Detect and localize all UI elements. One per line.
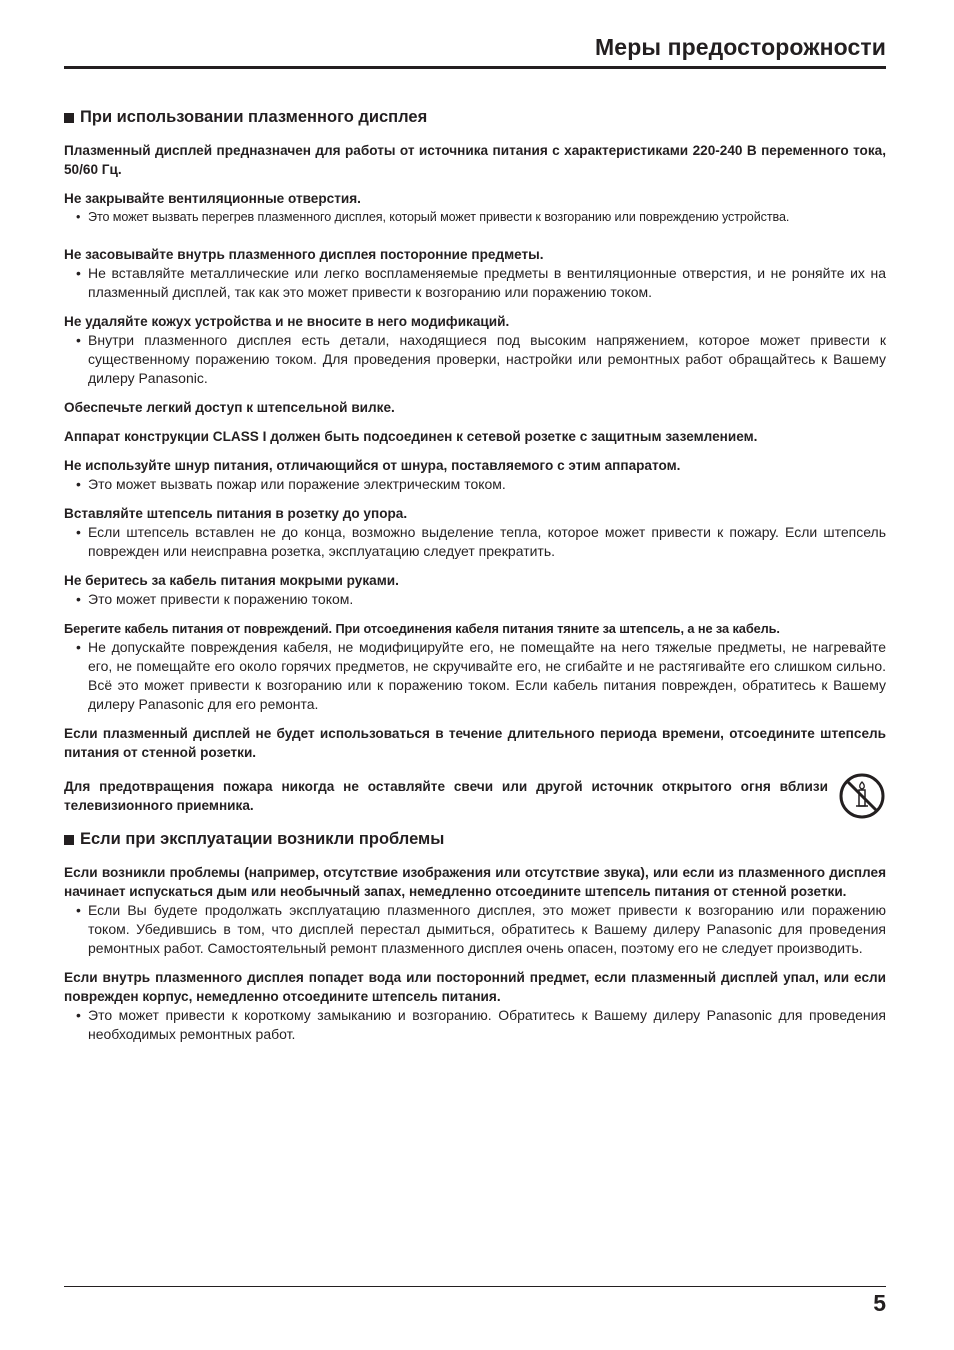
note-bullet: • Если штепсель вставлен не до конца, возможно выделение тепла, которое может привести к пожару. Если штепсель поврежден или неисправна розетка, эксплуатацию следует прекратить. (64, 523, 886, 561)
note-plug-access (64, 398, 886, 417)
note-title: Если возникли проблемы (например, отсутствие изображения или отсутствие звука), или если из плазменного дисплея начинает испускаться дым или необычный запах, немедленно отсоедините штепсель питания от стенной розетки. (64, 865, 886, 899)
note-title: Не используйте шнур питания, отличающийся от шнура, поставляемого с этим аппаратом. (64, 458, 681, 473)
note-bullet: • Это может привести к короткому замыканию и возгоранию. Обратитесь к Вашему дилеру Panasonic для проведения необходимых ремонтных работ. (64, 1006, 886, 1044)
note-title: Берегите кабель питания от повреждений. При отсоединения кабеля питания тяните за штепсель, а не за кабель. (64, 621, 780, 636)
note-title: Не закрывайте вентиляционные отверстия. (64, 191, 361, 206)
note-title: Аппарат конструкции CLASS I должен быть подсоединен к сетевой розетке с защитным заземлением. (64, 429, 758, 444)
footer-rule (64, 1286, 886, 1287)
note-wet-hands (64, 571, 886, 609)
note-long-unused (64, 724, 886, 762)
note-title: Вставляйте штепсель питания в розетку до упора. (64, 506, 408, 521)
note-open-flame (64, 772, 886, 820)
note-ventilation (64, 189, 886, 227)
section-heading-text: При использовании плазменного дисплея (80, 108, 428, 126)
note-class-one (64, 427, 886, 446)
note-bullet: • Это может вызвать перегрев плазменного дисплея, который может привести к возгоранию или повреждению устройства. (64, 208, 886, 227)
note-bullet: • Не вставляйте металлические или легко воспламеняемые предметы в вентиляционные отверстия, и не роняйте их на плазменный дисплей, так как это может привести к возгоранию или поражению током. (64, 264, 886, 302)
note-smoke (64, 863, 886, 958)
section-heading-problems (64, 830, 886, 849)
note-bullet: • Не допускайте повреждения кабеля, не модифицируйте его, не помещайте на него тяжелые предметы, не нагревайте его, не помещайте его около горячих предметов, не скручивайте его, не сгибайте и не растягивайте его слишком сильно. Всё это может привести к возгоранию или к поражению током. Если кабель питания поврежден, обратитесь к Вашему дилеру Panasonic для его ремонта. (64, 638, 886, 714)
page-content (64, 108, 886, 1054)
page-title: Меры предосторожности (595, 34, 886, 60)
note-plug-insert (64, 504, 886, 561)
note-bullet: • Внутри плазменного дисплея есть детали, находящиеся под высоким напряжением, которое может привести к существенному поражению током. Для проведения проверки, настройки или ремонтных работ обращайтесь к Вашему дилеру Panasonic. (64, 331, 886, 388)
note-bullet: • Это может привести к поражению током. (64, 590, 886, 609)
note-cable-care (64, 619, 886, 714)
note-title: Обеспечьте легкий доступ к штепсельной вилке. (64, 400, 395, 415)
no-open-flame-icon (838, 772, 886, 820)
note-foreign-objects (64, 245, 886, 302)
note-water-damage (64, 968, 886, 1044)
note-title: Не удаляйте кожух устройства и не вносите в него модификаций. (64, 314, 510, 329)
note-power-cord (64, 456, 886, 494)
note-title: Если внутрь плазменного дисплея попадет вода или посторонний предмет, если плазменный дисплей упал, или если поврежден корпус, немедленно отсоедините штепсель питания. (64, 970, 886, 1004)
note-bullet: • Если Вы будете продолжать эксплуатацию плазменного дисплея, это может привести к возгоранию или поражению током. Убедившись в том, что дисплей перестал дымиться, обратитесь к Вашему дилеру Panasonic для проведения ремонтных работ. Самостоятельный ремонт плазменного дисплея очень опасен, поэтому его не следует производить. (64, 901, 886, 958)
note-title: Если плазменный дисплей не будет использоваться в течение длительного периода времени, отсоедините штепсель питания от стенной розетки. (64, 726, 886, 760)
note-bullet: • Это может вызвать пожар или поражение электрическим током. (64, 475, 886, 494)
note-title: Не засовывайте внутрь плазменного дисплея посторонние предметы. (64, 247, 544, 262)
section-heading-text: Если при эксплуатации возникли проблемы (80, 830, 445, 848)
square-bullet-icon (64, 113, 74, 123)
square-bullet-icon (64, 835, 74, 845)
note-title: Для предотвращения пожара никогда не оставляйте свечи или другой источник открытого огня вблизи телевизионного приемника. (64, 779, 828, 813)
note-power-supply (64, 141, 886, 179)
section-heading-plasma-use (64, 108, 886, 127)
note-title: Плазменный дисплей предназначен для работы от источника питания с характеристиками 220-240 В переменного тока, 50/60 Гц. (64, 143, 886, 177)
title-rule (64, 66, 886, 69)
note-cover (64, 312, 886, 388)
note-title: Не беритесь за кабель питания мокрыми руками. (64, 573, 399, 588)
page-number: 5 (873, 1290, 886, 1316)
